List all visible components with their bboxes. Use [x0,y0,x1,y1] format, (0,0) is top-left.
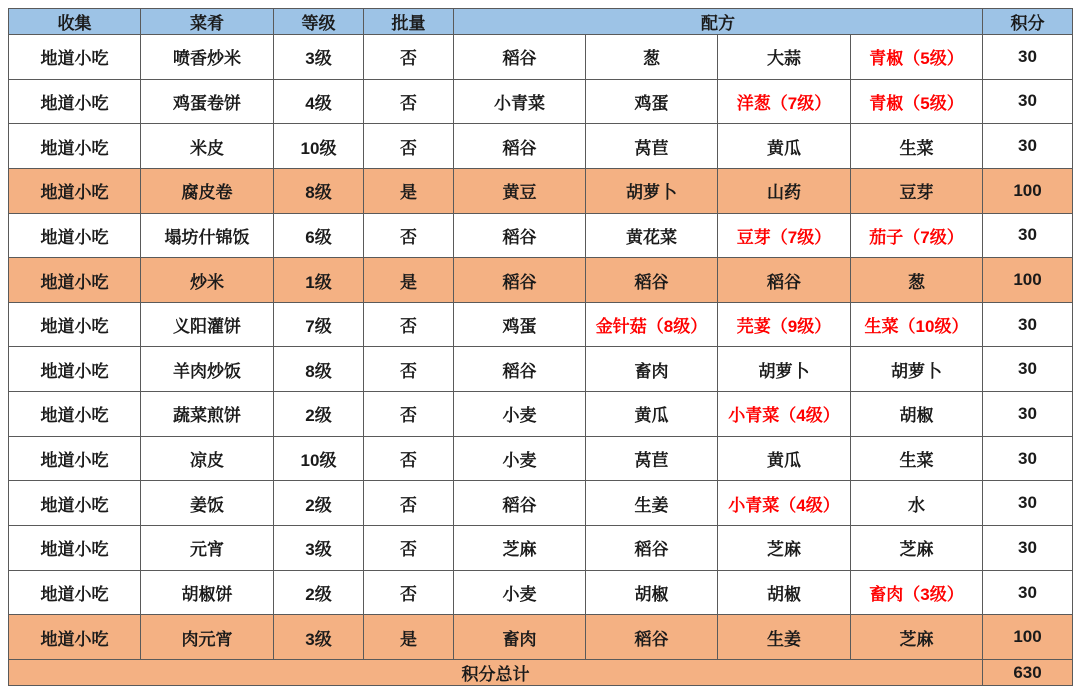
cell-level: 3级 [274,615,364,660]
cell-dish: 蔬菜煎饼 [141,392,274,437]
cell-ingredient: 胡椒 [851,392,983,437]
cell-ingredient: 小麦 [454,570,586,615]
cell-ingredient: 豆芽（7级） [718,213,851,258]
cell-collection: 地道小吃 [9,392,141,437]
cell-batch: 是 [364,168,454,213]
table-row [9,526,1073,571]
cell-batch: 否 [364,79,454,124]
cell-ingredient: 生菜（10级） [851,302,983,347]
cell-ingredient: 稻谷 [586,258,718,303]
cell-points: 30 [983,481,1073,526]
cell-level: 2级 [274,570,364,615]
cell-ingredient: 芝麻 [851,615,983,660]
cell-batch: 是 [364,258,454,303]
cell-collection: 地道小吃 [9,168,141,213]
cell-ingredient: 胡萝卜 [718,347,851,392]
cell-ingredient: 金针菇（8级） [586,302,718,347]
cell-ingredient: 小青菜（4级） [718,481,851,526]
cell-ingredient: 生菜 [851,124,983,169]
cell-dish: 塌坊什锦饭 [141,213,274,258]
cell-ingredient: 稻谷 [586,526,718,571]
header-points: 积分 [983,9,1073,35]
table-row [9,615,1073,660]
cell-collection: 地道小吃 [9,35,141,80]
cell-ingredient: 芝麻 [718,526,851,571]
cell-batch: 否 [364,392,454,437]
table-row [9,35,1073,80]
table-row [9,392,1073,437]
table-row [9,481,1073,526]
cell-points: 100 [983,258,1073,303]
cell-points: 30 [983,302,1073,347]
table-row [9,302,1073,347]
cell-ingredient: 畜肉 [586,347,718,392]
cell-ingredient: 鸡蛋 [586,79,718,124]
cell-batch: 是 [364,615,454,660]
cell-collection: 地道小吃 [9,347,141,392]
cell-points: 100 [983,615,1073,660]
cell-dish: 元宵 [141,526,274,571]
cell-ingredient: 芝麻 [851,526,983,571]
cell-points: 30 [983,35,1073,80]
cell-ingredient: 鸡蛋 [454,302,586,347]
cell-level: 10级 [274,124,364,169]
cell-collection: 地道小吃 [9,481,141,526]
cell-ingredient: 生菜 [851,436,983,481]
table-row [9,79,1073,124]
cell-points: 30 [983,213,1073,258]
table-row [9,258,1073,303]
cell-ingredient: 稻谷 [586,615,718,660]
cell-collection: 地道小吃 [9,615,141,660]
cell-level: 8级 [274,347,364,392]
cell-points: 30 [983,124,1073,169]
cell-ingredient: 芝麻 [454,526,586,571]
cell-ingredient: 胡萝卜 [851,347,983,392]
cell-level: 3级 [274,526,364,571]
cell-level: 3级 [274,35,364,80]
cell-ingredient: 青椒（5级） [851,35,983,80]
cell-points: 30 [983,570,1073,615]
cell-collection: 地道小吃 [9,436,141,481]
cell-level: 4级 [274,79,364,124]
cell-ingredient: 生姜 [586,481,718,526]
cell-ingredient: 豆芽 [851,168,983,213]
cell-ingredient: 小麦 [454,392,586,437]
table-row [9,213,1073,258]
cell-ingredient: 洋葱（7级） [718,79,851,124]
cell-ingredient: 稻谷 [718,258,851,303]
table-body [9,35,1073,660]
cell-level: 2级 [274,392,364,437]
header-collection: 收集 [9,9,141,35]
cell-dish: 腐皮卷 [141,168,274,213]
cell-batch: 否 [364,213,454,258]
cell-ingredient: 稻谷 [454,481,586,526]
cell-batch: 否 [364,570,454,615]
cell-ingredient: 畜肉（3级） [851,570,983,615]
cell-dish: 姜饭 [141,481,274,526]
cell-dish: 米皮 [141,124,274,169]
cell-batch: 否 [364,526,454,571]
header-dish: 菜肴 [141,9,274,35]
cell-ingredient: 稻谷 [454,35,586,80]
cell-dish: 炒米 [141,258,274,303]
total-row [9,660,1073,686]
cell-ingredient: 畜肉 [454,615,586,660]
cell-batch: 否 [364,481,454,526]
cell-ingredient: 稻谷 [454,347,586,392]
cell-batch: 否 [364,35,454,80]
cell-collection: 地道小吃 [9,570,141,615]
cell-ingredient: 黄瓜 [586,392,718,437]
cell-dish: 羊肉炒饭 [141,347,274,392]
header-row [9,9,1073,35]
cell-dish: 肉元宵 [141,615,274,660]
cell-collection: 地道小吃 [9,526,141,571]
cell-ingredient: 芫荽（9级） [718,302,851,347]
cell-batch: 否 [364,347,454,392]
cell-dish: 胡椒饼 [141,570,274,615]
cell-points: 30 [983,79,1073,124]
cell-ingredient: 茄子（7级） [851,213,983,258]
cell-points: 30 [983,347,1073,392]
cell-dish: 义阳灌饼 [141,302,274,347]
cell-ingredient: 青椒（5级） [851,79,983,124]
cell-batch: 否 [364,124,454,169]
cell-ingredient: 黄瓜 [718,436,851,481]
table-row [9,168,1073,213]
cell-dish: 喷香炒米 [141,35,274,80]
cell-ingredient: 葱 [586,35,718,80]
cell-ingredient: 黄豆 [454,168,586,213]
cell-level: 7级 [274,302,364,347]
cell-batch: 否 [364,302,454,347]
table-row [9,436,1073,481]
table-row [9,124,1073,169]
header-recipe: 配方 [454,9,983,35]
cell-ingredient: 黄瓜 [718,124,851,169]
cell-ingredient: 生姜 [718,615,851,660]
cell-ingredient: 稻谷 [454,124,586,169]
cell-ingredient: 水 [851,481,983,526]
cell-points: 30 [983,436,1073,481]
cell-ingredient: 莴苣 [586,124,718,169]
cell-points: 100 [983,168,1073,213]
cell-ingredient: 胡萝卜 [586,168,718,213]
header-level: 等级 [274,9,364,35]
cell-ingredient: 胡椒 [586,570,718,615]
header-batch: 批量 [364,9,454,35]
cell-level: 6级 [274,213,364,258]
cell-ingredient: 山药 [718,168,851,213]
cell-collection: 地道小吃 [9,302,141,347]
cell-collection: 地道小吃 [9,213,141,258]
cell-collection: 地道小吃 [9,258,141,303]
cell-level: 1级 [274,258,364,303]
recipe-table [8,8,1073,686]
cell-dish: 凉皮 [141,436,274,481]
cell-ingredient: 黄花菜 [586,213,718,258]
cell-ingredient: 稻谷 [454,258,586,303]
cell-collection: 地道小吃 [9,79,141,124]
cell-ingredient: 大蒜 [718,35,851,80]
cell-level: 10级 [274,436,364,481]
cell-ingredient: 葱 [851,258,983,303]
cell-level: 8级 [274,168,364,213]
cell-points: 30 [983,392,1073,437]
total-value: 630 [983,660,1073,686]
cell-ingredient: 莴苣 [586,436,718,481]
total-label: 积分总计 [9,660,983,686]
cell-ingredient: 小青菜 [454,79,586,124]
cell-dish: 鸡蛋卷饼 [141,79,274,124]
cell-points: 30 [983,526,1073,571]
table-row [9,570,1073,615]
cell-ingredient: 小麦 [454,436,586,481]
cell-batch: 否 [364,436,454,481]
cell-ingredient: 稻谷 [454,213,586,258]
cell-ingredient: 小青菜（4级） [718,392,851,437]
cell-ingredient: 胡椒 [718,570,851,615]
cell-level: 2级 [274,481,364,526]
table-row [9,347,1073,392]
cell-collection: 地道小吃 [9,124,141,169]
